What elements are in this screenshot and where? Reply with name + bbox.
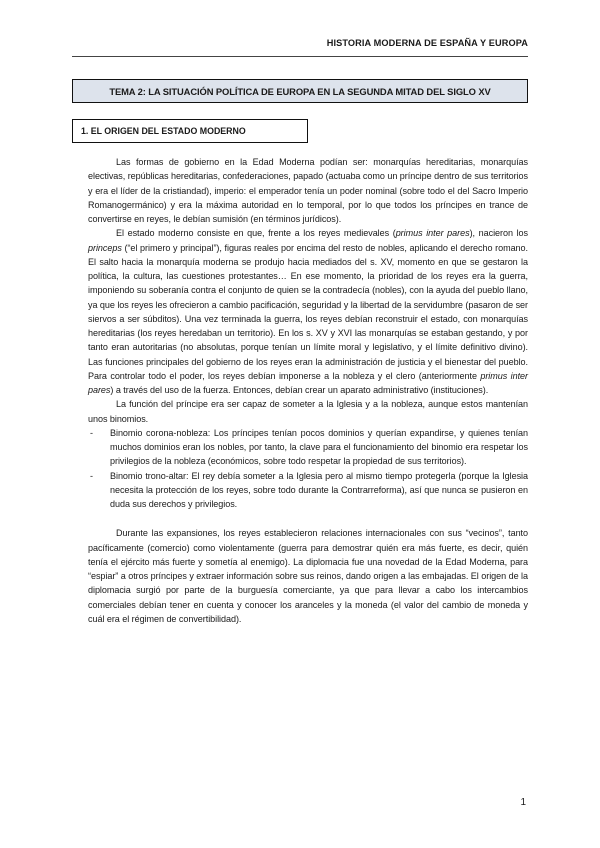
topic-title-box [72,79,528,103]
emphasis-princeps: princeps [88,242,122,253]
text-run: ) a través del uso de la fuerza. Entonces, debían crear un aparato administrativo (instituciones). [110,385,489,395]
topic-title: TEMA 2: LA SITUACIÓN POLÍTICA DE EUROPA EN LA SEGUNDA MITAD DEL SIGLO XV [109,85,491,97]
list-item [88,469,528,512]
text-run: ), nacieron los [469,228,528,239]
header-rule [72,56,528,57]
emphasis-primus-inter-pares: primus inter pares [395,228,470,239]
binomios-list [88,426,528,512]
running-header: HISTORIA MODERNA DE ESPAÑA Y EUROPA [326,38,528,48]
list-item-text: Binomio trono-altar: El rey debía someter a la Iglesia pero al mismo tiempo protegerla (porque la Iglesia necesita la protección de los reyes, sobre todo durante la Contrarreforma), así que nunca se pusieron en duda sus derechos y privilegios. [110,470,528,509]
list-item-text: Binomio corona-nobleza: Los príncipes tenían pocos dominios y querían expandirse, y quienes tenían muchos dominios eran los nobles, por tanto, la clave para el funcionamiento del binomio era respetar los privilegios de la nobleza (económicos, sobre todo respetar la propiedad de sus territorios). [110,427,528,467]
paragraph-modern-state [88,226,528,397]
paragraph-diplomacy: Durante las expansiones, los reyes establecieron relaciones internacionales con sus “vecinos”, tanto pacíficamente (comercio) como violentamente (guerra para demostrar quién era más fuerte, es decir, quién tenía el ejército más fuerte y sometía al enemigo). La diplomacia fue una novedad de la Edad Moderna, para “espiar” a otros príncipes y extraer información sobre sus reinos, dando origen a las embajadas. El origen de la diplomacia surgió por parte de la burguesía comerciante, ya que para llevar a cabo los intercambios comerciales debían tener en cuenta y conocer los aranceles y la moneda (el valor del cambio de moneda y cuál era el régimen de convertibilidad). [88,528,528,624]
paragraph-forms-of-government: Las formas de gobierno en la Edad Moderna podían ser: monarquías hereditarias, monarquías electivas, repúblicas hereditarias, confederaciones, papado (actuaba como un príncipe dentro de sus territorios y era el líder de la cristiandad), imperio: el emperador tenía un poder nominal (sobre todo el del Sacro Imperio Romanogermánico) y era la máxima autoridad en lo temporal, por lo que todos los príncipes en trance de convertirse en reyes, le debían sumisión (en términos jurídicos). [88,157,528,224]
emphasis-primus-inter-pares: primus inter pares [88,370,528,395]
text-run: El estado moderno consiste en que, frente a los reyes medievales ( [116,228,396,239]
document-body [88,155,528,626]
section-heading: 1. EL ORIGEN DEL ESTADO MODERNO [81,126,246,136]
bullet-dash: - [90,427,93,438]
bullet-dash: - [90,470,93,481]
section-heading-box [72,119,308,143]
page-number: 1 [520,797,526,808]
paragraph-prince-function: La función del príncipe era ser capaz de someter a la Iglesia y a la nobleza, aunque estos mantenían unos binomios. [88,399,528,424]
list-item [88,426,528,469]
text-run: (“el primero y principal”), figuras reales por encima del resto de nobles, aplicando el derecho romano. El salto hacia la monarquía moderna se produjo hacia mediados del s. XV, momento en que se gestaron la política, la cultura, las cuestiones protestantes… En ese momento, la prioridad de los reyes era la guerra, imponiendo su soberanía contra el conjunto de quien se la contradecía (nobles), con la ayuda del pueblo llano, ya que los reyes les ofrecieron a cambio pacificación, seguridad y la libertad de la servidumbre (pasaron de ser siervos a ser súbditos). Una vez terminada la guerra, los reyes debían reconstruir el estado, con monarquías hereditarias (los reyes heredaban un territorio). En los s. XV y XVI las monarquías se estaban gestando, y por tanto eran autoritarias (no absolutas, porque tenían un límite moral y legislativo, y el límite definitivo divino). Las funciones principales del gobierno de los reyes eran la administración de justicia y el bienestar del pueblo. Para controlar todo el poder, los reyes debían imponerse a la nobleza y el clero (anteriormente [88,242,528,381]
